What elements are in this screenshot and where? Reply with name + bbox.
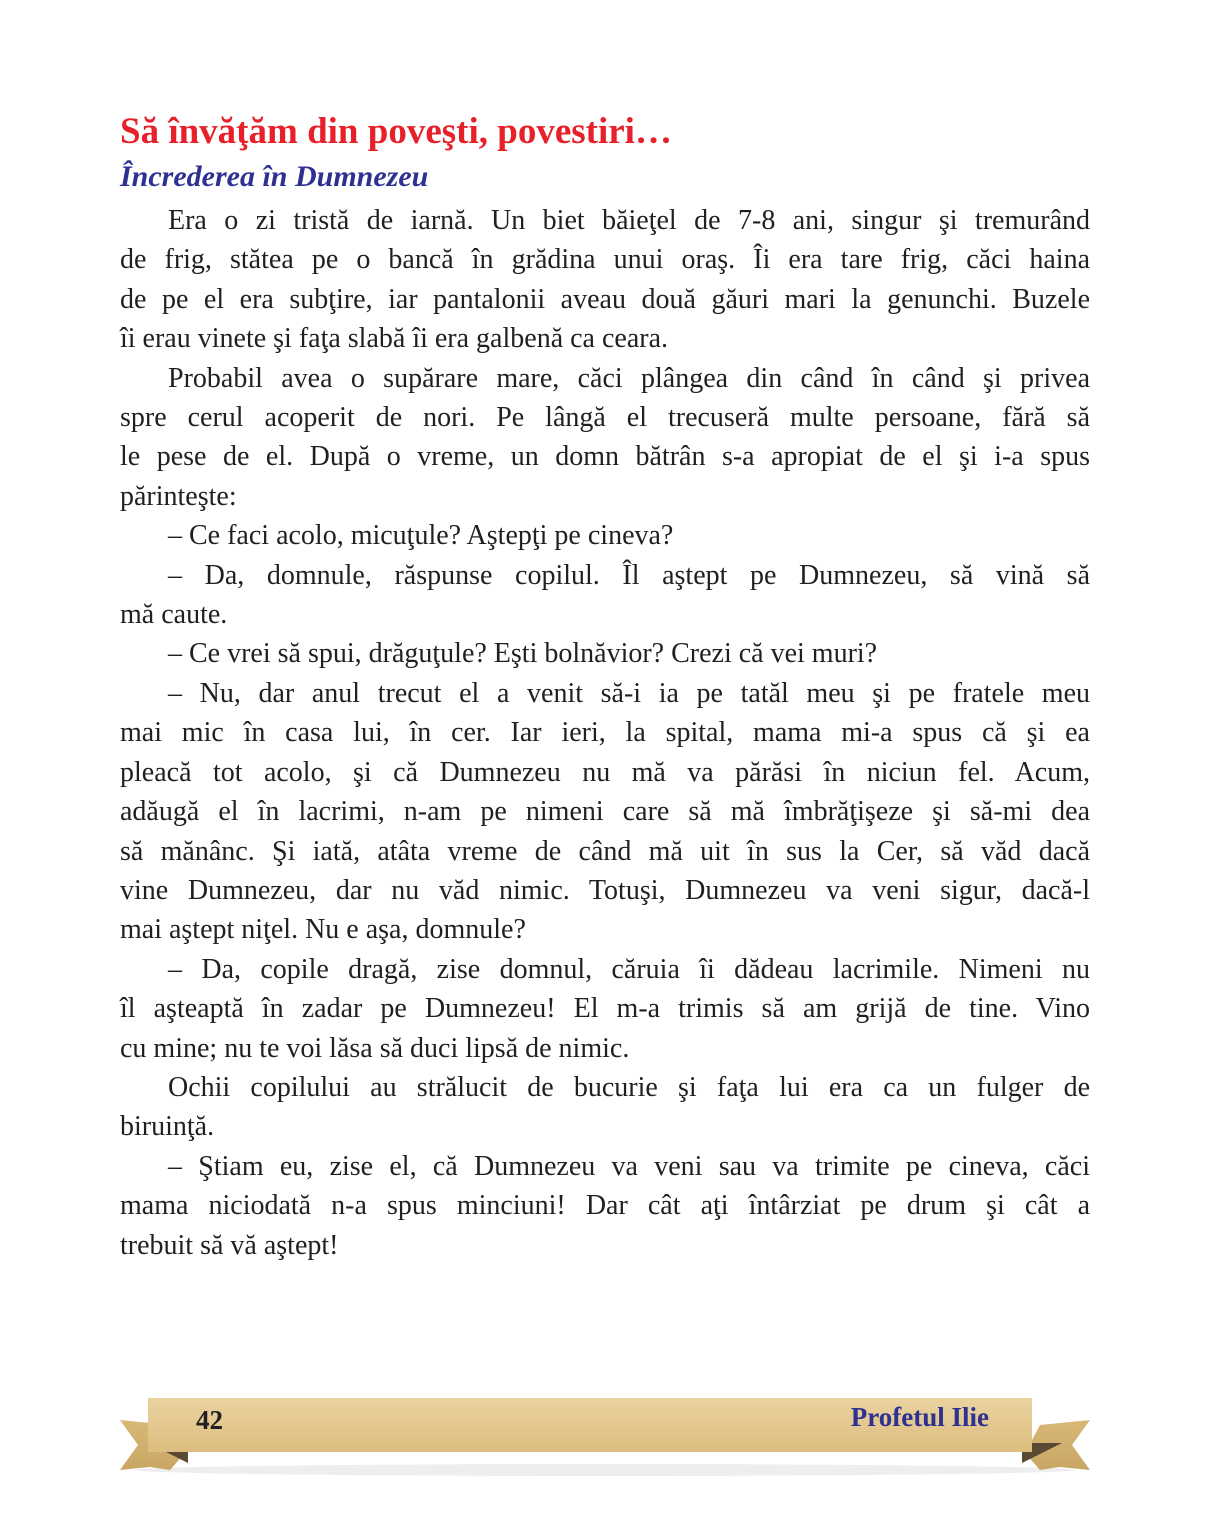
text-line: să mănânc. Şi iată, atâta vreme de când mă uit în sus la Cer, să văd dacă (120, 835, 1090, 867)
text-line: de pe el era subţire, iar pantalonii aveau două găuri mari la genunchi. Buzele (120, 283, 1090, 315)
footer-ribbon (110, 1385, 1100, 1485)
page-number: 42 (196, 1405, 223, 1435)
text-line: – Ce vrei să spui, drăguţule? Eşti bolnăvior? Crezi că vei muri? (168, 638, 878, 670)
text-line: Era o zi tristă de iarnă. Un biet băieţel de 7-8 ani, singur şi tremurând (168, 205, 1090, 236)
text-line: adăugă el în lacrimi, n-am pe nimeni care să mă îmbrăţişeze şi să-mi dea (120, 796, 1090, 828)
text-line: spre cerul acoperit de nori. Pe lângă el trecuseră multe persoane, fără să (120, 402, 1090, 434)
paragraph (120, 516, 1090, 555)
text-line: – Da, copile dragă, zise domnul, căruia îi dădeau lacrimile. Nimeni nu (168, 953, 1090, 985)
paragraph (120, 1068, 1090, 1147)
paragraph (120, 674, 1090, 950)
text-line: Probabil avea o supărare mare, căci plângea din când în când şi privea (168, 362, 1090, 394)
running-title: Profetul Ilie (850, 1402, 989, 1432)
paragraph (120, 634, 1090, 673)
text-line: Ochii copilului au strălucit de bucurie şi faţa lui era ca un fulger de (168, 1071, 1090, 1103)
paragraph (120, 201, 1090, 359)
text-line: – Nu, dar anul trecut el a venit să-i ia pe tatăl meu şi pe fratele meu (168, 677, 1090, 709)
text-line: mai mic în casa lui, în cer. Iar ieri, la spital, mama mi-a spus că şi ea (120, 717, 1090, 749)
text-line: mai aştept niţel. Nu e aşa, domnule? (120, 914, 526, 946)
text-line: – Ce faci acolo, micuţule? Aştepţi pe cineva? (168, 520, 674, 552)
text-line: îl aşteaptă în zadar pe Dumnezeu! El m-a trimis să am grijă de tine. Vino (120, 993, 1090, 1025)
text-line: îi erau vinete şi faţa slabă îi era galbenă ca ceara. (120, 323, 669, 355)
paragraph (120, 1147, 1090, 1265)
text-line: trebuit să vă aştept! (120, 1229, 339, 1261)
paragraph (120, 359, 1090, 517)
paragraph (120, 950, 1090, 1068)
text-line: biruinţă. (120, 1111, 215, 1143)
text-line: de frig, stătea pe o bancă în grădina unui oraş. Îi era tare frig, căci haina (120, 244, 1090, 276)
text-line: părinteşte: (120, 480, 237, 512)
ribbon-graphic (110, 1385, 1100, 1485)
text-line: mama niciodată n-a spus minciuni! Dar cât aţi întârziat pe drum şi cât a (120, 1190, 1090, 1222)
text-line: – Ştiam eu, zise el, că Dumnezeu va veni sau va trimite pe cineva, căci (168, 1150, 1090, 1182)
text-line: mă caute. (120, 599, 228, 631)
text-line: cu mine; nu te voi lăsa să duci lipsă de nimic. (120, 1032, 630, 1064)
text-line: le pese de el. După o vreme, un domn bătrân s-a apropiat de el şi i-a spus (120, 441, 1090, 473)
paragraph (120, 556, 1090, 635)
text-line: vine Dumnezeu, dar nu văd nimic. Totuşi, Dumnezeu va veni sigur, dacă-l (120, 874, 1090, 906)
text-line: – Da, domnule, răspunse copilul. Îl aştept pe Dumnezeu, să vină să (168, 559, 1090, 591)
section-heading: Să învăţăm din poveşti, povestiri… (120, 111, 672, 152)
text-line: pleacă tot acolo, şi că Dumnezeu nu mă va părăsi în niciun fel. Acum, (120, 756, 1090, 788)
story-body (120, 201, 1090, 1265)
story-title: Încrederea în Dumnezeu (120, 160, 429, 193)
